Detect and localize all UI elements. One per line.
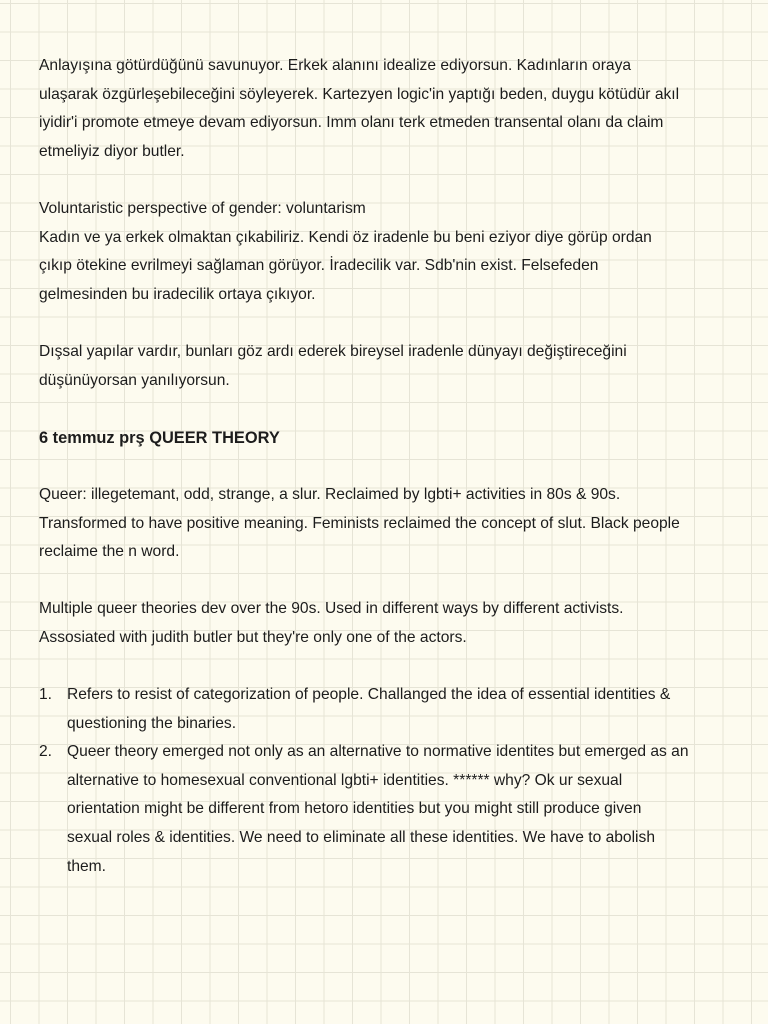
text-line: gelmesinden bu iradecilik ortaya çıkıyor. bbox=[39, 285, 316, 303]
text-line: Voluntaristic perspective of gender: voluntarism bbox=[39, 199, 366, 217]
list-number: 1. bbox=[39, 686, 53, 704]
spacer bbox=[39, 567, 728, 596]
spacer bbox=[39, 452, 728, 481]
text-line: ulaşarak özgürleşebileceğini söyleyerek. Kartezyen logic'in yaptığı beden, duygu kötüdür akıl bbox=[39, 85, 680, 103]
text-line: Queer: illegetemant, odd, strange, a slur. Reclaimed by lgbti+ activities in 80s & 90s. bbox=[39, 485, 621, 503]
text-line: düşünüyorsan yanılıyorsun. bbox=[39, 371, 230, 389]
list-item bbox=[39, 738, 728, 881]
text-line: Multiple queer theories dev over the 90s. Used in different ways by different activists. bbox=[39, 600, 624, 618]
text-line: alternative to homesexual conventional lgbti+ identities. ****** why? Ok ur sexual bbox=[67, 771, 623, 789]
text-line: reclaime the n word. bbox=[39, 543, 180, 561]
spacer bbox=[39, 166, 728, 195]
list-item bbox=[39, 681, 728, 738]
text-line: Transformed to have positive meaning. Feminists reclaimed the concept of slut. Black people bbox=[39, 514, 680, 532]
list-number: 2. bbox=[39, 743, 53, 761]
text-line: Assosiated with judith butler but they're only one of the actors. bbox=[39, 628, 467, 646]
text-line: Refers to resist of categorization of people. Challanged the idea of essential identities & bbox=[67, 686, 671, 704]
text-line: them. bbox=[67, 857, 106, 875]
text-line: Anlayışına götürdüğünü savunuyor. Erkek alanını idealize ediyorsun. Kadınların oraya bbox=[39, 57, 632, 74]
spacer bbox=[39, 652, 728, 681]
text-line: etmeliyiz diyor butler. bbox=[39, 142, 185, 160]
paragraph-queer-definition bbox=[39, 481, 728, 567]
text-line: iyidir'i promote etmeye devam ediyorsun. Imm olanı terk etmeden transental olanı da claim bbox=[39, 114, 664, 132]
text-line: Dışsal yapılar vardır, bunları göz ardı ederek bireysel iradenle dünyayı değiştireceğini bbox=[39, 342, 627, 360]
numbered-list bbox=[39, 681, 728, 881]
section-heading: 6 temmuz prş QUEER THEORY bbox=[39, 428, 280, 447]
text-line: Kadın ve ya erkek olmaktan çıkabiliriz. Kendi öz iradenle bu beni eziyor diye görüp ordan bbox=[39, 228, 652, 246]
paragraph-voluntarism bbox=[39, 195, 728, 309]
text-line: çıkıp ötekine evrilmeyi sağlaman görüyor. İradecilik var. Sdb'nin exist. Felsefeden bbox=[39, 257, 599, 275]
paragraph-external-structures bbox=[39, 338, 728, 395]
text-line: Queer theory emerged not only as an alternative to normative identites but emerged as an bbox=[67, 743, 689, 761]
text-line: sexual roles & identities. We need to eliminate all these identities. We have to abolish bbox=[67, 829, 655, 847]
paragraph-butler-critique bbox=[39, 52, 728, 166]
text-line: orientation might be different from hetoro identities but you might still produce given bbox=[67, 800, 642, 818]
paragraph-queer-theories bbox=[39, 595, 728, 652]
spacer bbox=[39, 309, 728, 338]
text-line: questioning the binaries. bbox=[67, 714, 237, 732]
spacer bbox=[39, 395, 728, 424]
